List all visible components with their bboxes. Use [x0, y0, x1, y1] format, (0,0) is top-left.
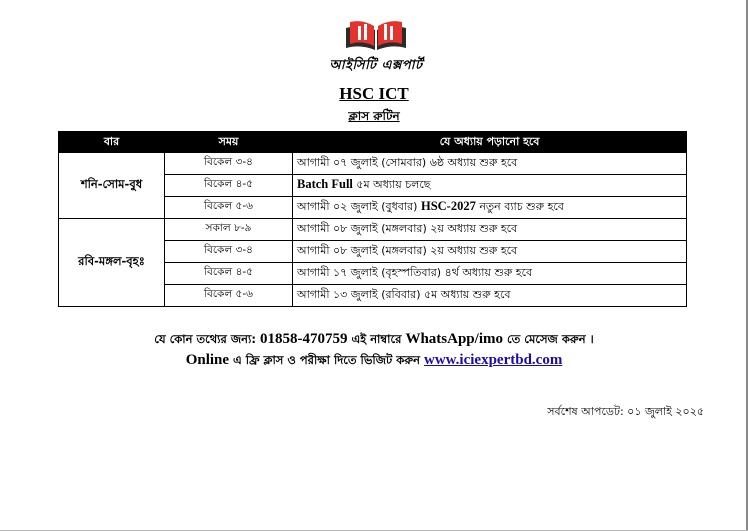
- chapter-cell: আগামী ০৭ জুলাই (সোমবার) ৬ষ্ঠ অধ্যায় শুরু হবে: [293, 153, 687, 175]
- table-header-row: [59, 132, 687, 153]
- time-cell: সকাল ৮-৯: [165, 219, 293, 241]
- contact-post: তে মেসেজ করুন ।: [502, 332, 594, 346]
- time-cell: বিকেল ৫-৬: [165, 285, 293, 307]
- page-subtitle: ক্লাস রুটিন: [348, 109, 400, 123]
- contact-phone: 01858-470759: [259, 331, 348, 347]
- contact-apps: WhatsApp/imo: [405, 331, 503, 347]
- brand-logo: [296, 18, 456, 86]
- online-label: Online: [185, 352, 230, 368]
- last-updated: সর্বশেষ আপডেট: ০১ জুলাই ২০২৫: [547, 405, 704, 418]
- online-mid: এ ফ্রি ক্লাস ও পরীক্ষা দিতে ভিজিট করুন: [229, 353, 424, 367]
- logo-text: আইসিটি এক্সপার্ট: [329, 58, 423, 73]
- book-logo-icon: [344, 18, 408, 52]
- chapter-cell: আগামী ০৮ জুলাই (মঙ্গলবার) ২য় অধ্যায় শুরু হবে: [293, 219, 687, 241]
- time-cell: বিকেল ৩-৪: [165, 241, 293, 263]
- time-cell: বিকেল ৪-৫: [165, 175, 293, 197]
- time-cell: বিকেল ৪-৫: [165, 263, 293, 285]
- page-title: HSC ICT: [339, 84, 409, 103]
- table-row: [59, 153, 687, 175]
- chapter-cell: আগামী ০৮ জুলাই (মঙ্গলবার) ২য় অধ্যায় শুরু হবে: [293, 241, 687, 263]
- table-row: [59, 219, 687, 241]
- online-line: [0, 352, 748, 371]
- day-cell: শনি-সোম-বুধ: [59, 153, 165, 219]
- chapter-cell: Batch Full ৫ম অধ্যায় চলছে: [293, 175, 687, 197]
- day-cell: রবি-মঙ্গল-বৃহঃ: [59, 219, 165, 307]
- time-cell: বিকেল ৫-৬: [165, 197, 293, 219]
- class-routine-table: [58, 131, 687, 307]
- header-chapter: যে অধ্যায় পড়ানো হবে: [293, 132, 687, 153]
- contact-pre: যে কোন তথ্যের জন্য:: [154, 332, 260, 346]
- contact-mid: এই নাম্বারে: [347, 332, 406, 346]
- chapter-cell: আগামী ১৭ জুলাই (বৃহস্পতিবার) ৪র্থ অধ্যায় শুরু হবে: [293, 263, 687, 285]
- contact-line: [0, 331, 748, 350]
- time-cell: বিকেল ৩-৪: [165, 153, 293, 175]
- chapter-cell: আগামী ০২ জুলাই (বুধবার) HSC-2027 নতুন ব্যাচ শুরু হবে: [293, 197, 687, 219]
- website-link[interactable]: www.iciexpertbd.com: [424, 352, 563, 368]
- header-day: বার: [59, 132, 165, 153]
- header-time: সময়: [165, 132, 293, 153]
- chapter-cell: আগামী ১৩ জুলাই (রবিবার) ৫ম অধ্যায় শুরু হবে: [293, 285, 687, 307]
